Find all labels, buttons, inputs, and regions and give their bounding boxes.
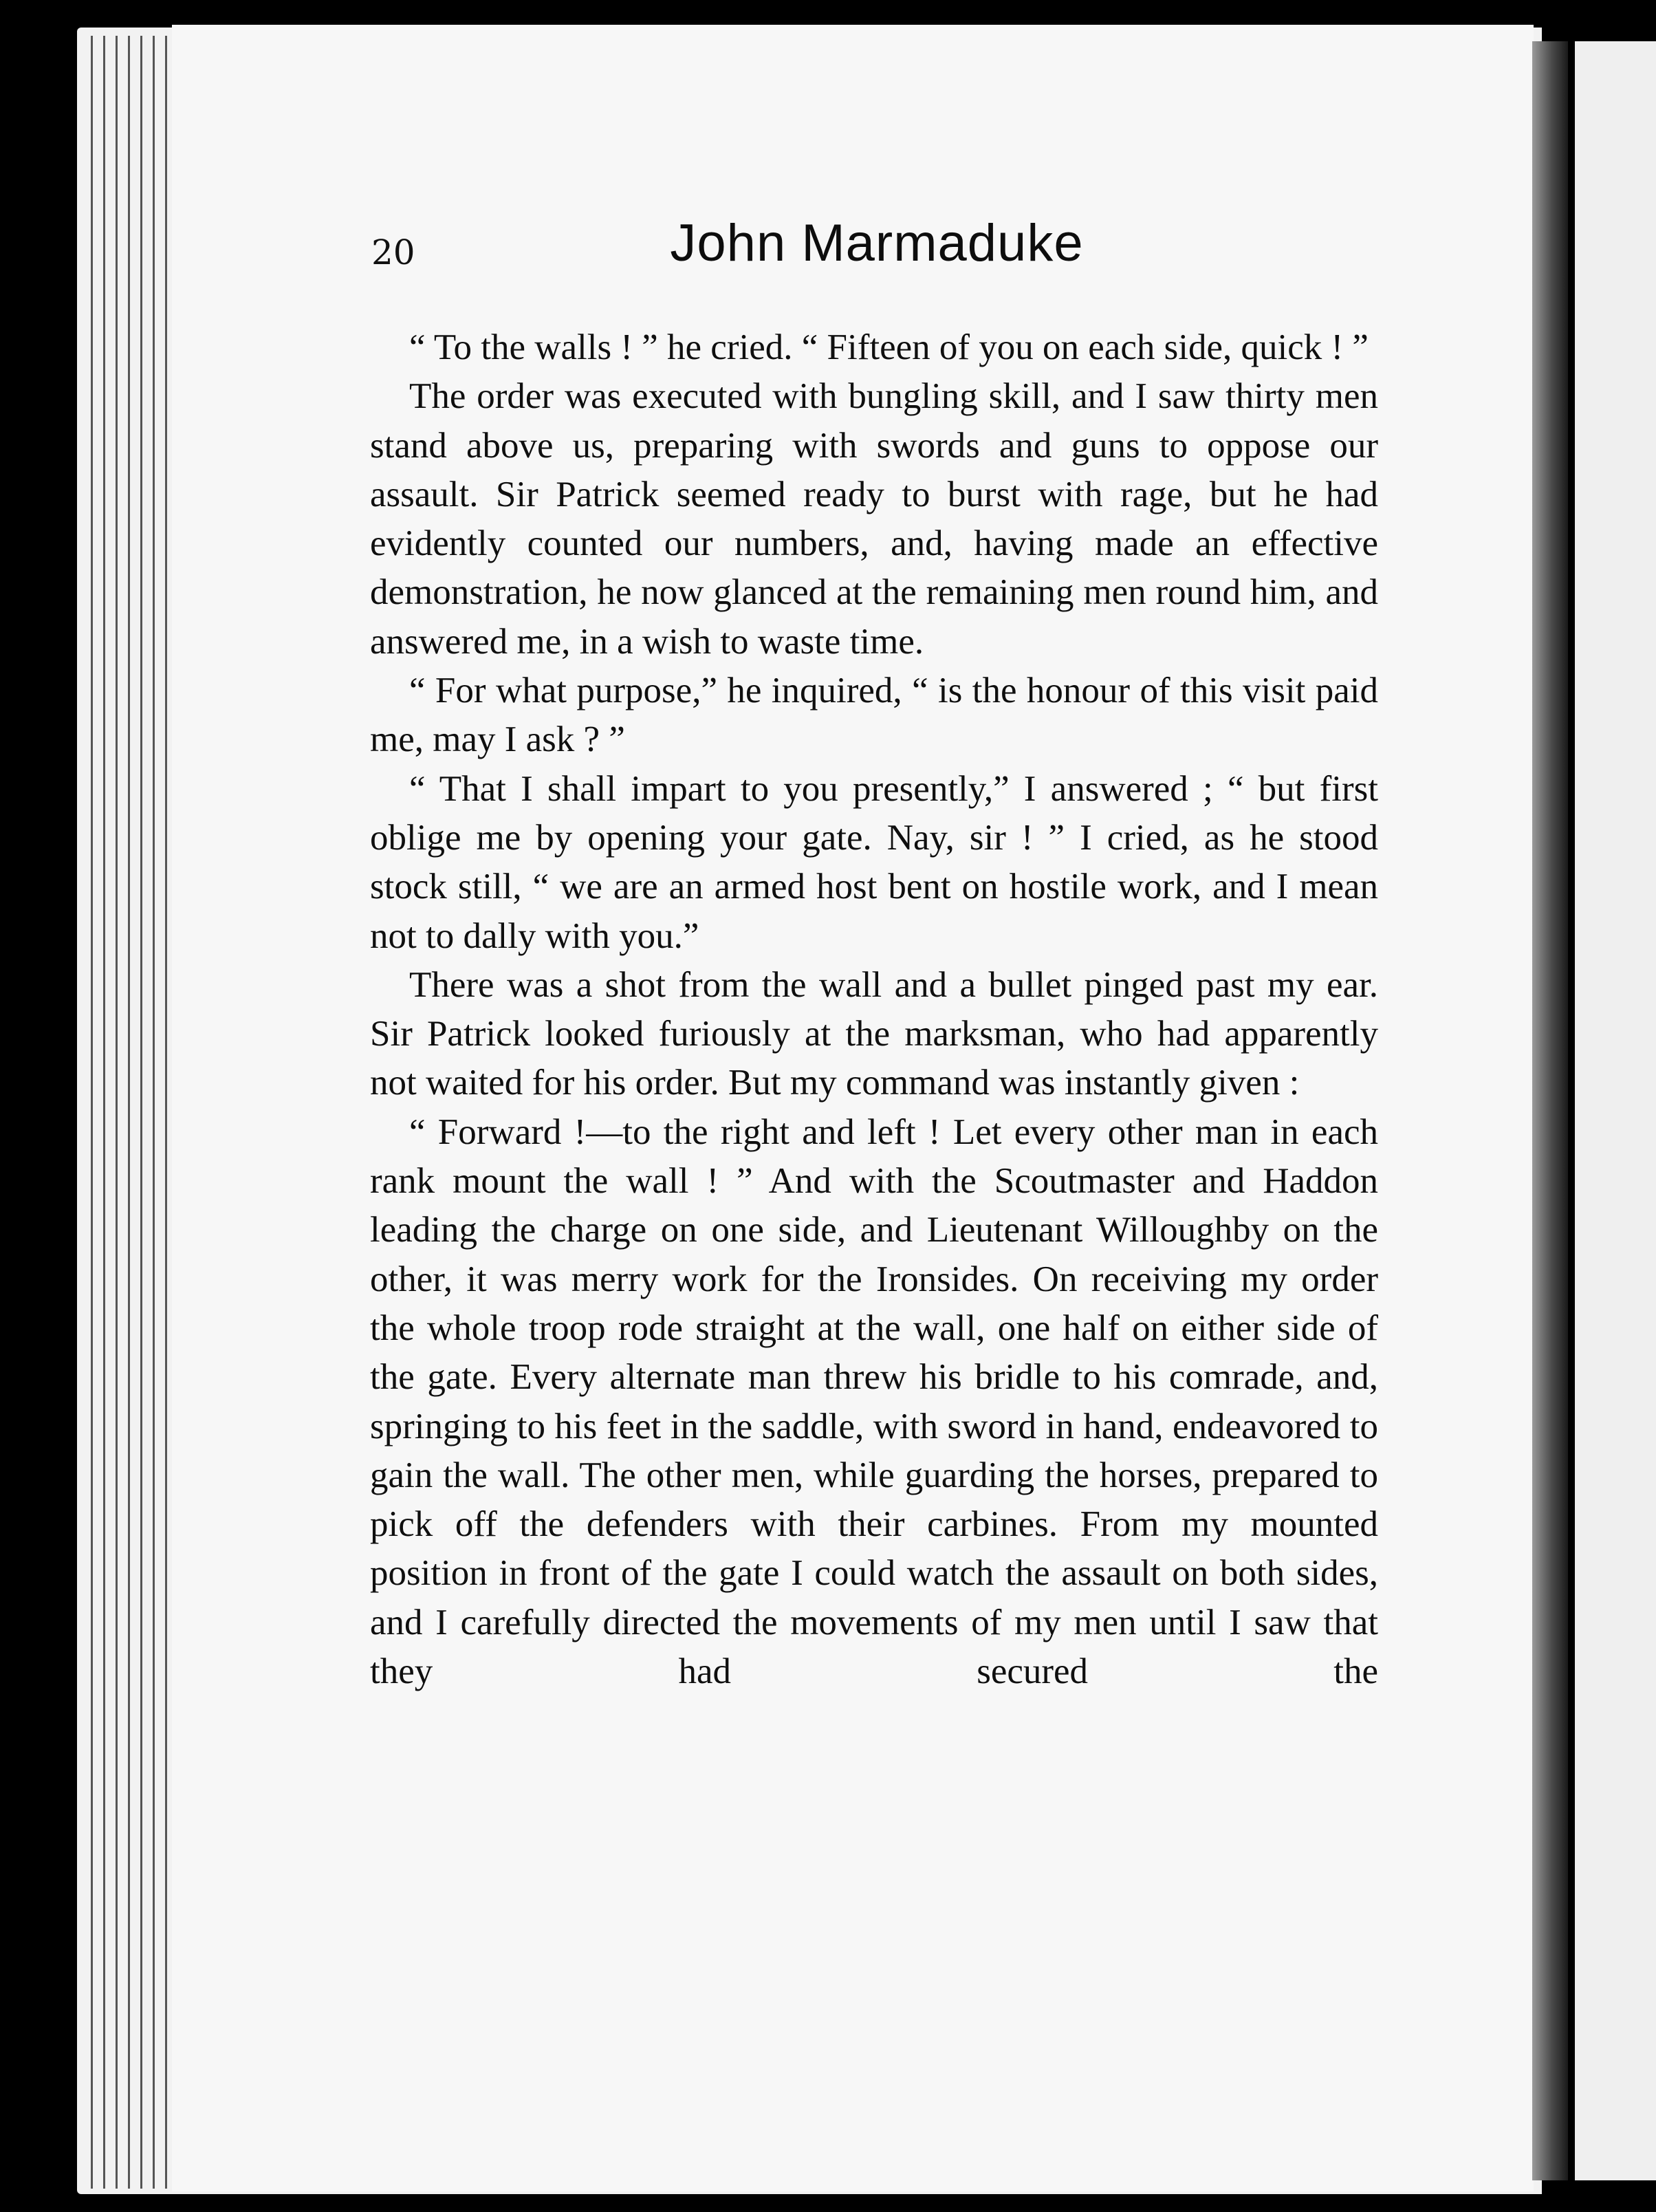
body-text [370, 323, 1378, 1696]
page-stack-line [91, 36, 93, 2189]
page-stack-line [116, 36, 118, 2189]
page-stack-line [153, 36, 155, 2189]
page-stack-line [165, 36, 167, 2189]
paragraph: “ To the walls ! ” he cried. “ Fifteen of you on each side, quick ! ” [409, 327, 1369, 367]
page-stack-line [140, 36, 142, 2189]
paragraph: “ For what purpose,” he inquired, “ is the honour of this visit paid me, may I ask ? ” [370, 671, 1378, 760]
page-stack-line [128, 36, 130, 2189]
running-head: John Marmaduke [670, 214, 1084, 272]
paragraph: “ That I shall impart to you presently,” I answered ; “ but first oblige me by opening your gate. Nay, sir ! ” I cried, as he stood stock still, “ we are an armed host bent on hostile work, and I mean not to dally with you.” [370, 768, 1378, 956]
facing-page-edge [1575, 41, 1656, 2180]
page-number: 20 [371, 232, 415, 272]
paragraph: There was a shot from the wall and a bullet pinged past my ear. Sir Patrick looked furiously at the marksman, who had apparently not waited for his order. But my command was instantly given : [370, 964, 1378, 1103]
page-header [371, 213, 1382, 289]
paragraph: “ Forward !—to the right and left ! Let every other man in each rank mount the wall ! ” And with the Scoutmaster and Haddon leading the charge on one side, and Lieutenant Willoughby on the other, it was merry work for the Ironsides. On receiving my order the whole troop rode straight at the wall, one half on either side of the gate. Every alternate man threw his bridle to his comrade, and, springing to his feet in the saddle, with sword in hand, endeavored to gain the wall. The other men, while guarding the horses, prepared to pick off the defenders with their carbines. From my mounted position in front of the gate I could watch the assault on both sides, and I carefully directed the movements of my men until I saw that they had secured the [370, 1112, 1378, 1692]
paragraph: The order was executed with bungling skill, and I saw thirty men stand above us, preparing with swords and guns to oppose our assault. Sir Patrick seemed ready to burst with rage, but he had evidently counted our numbers, and, having made an effective demonstration, he now glanced at the remaining men round him, and answered me, in a wish to waste time. [370, 376, 1378, 662]
gutter-shadow [1532, 41, 1568, 2180]
page-stack-line [103, 36, 105, 2189]
